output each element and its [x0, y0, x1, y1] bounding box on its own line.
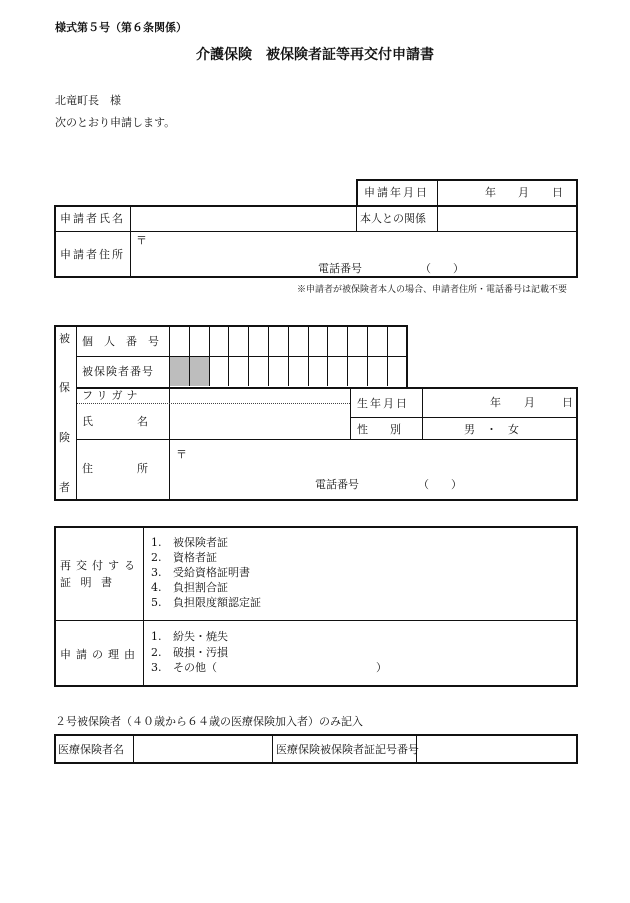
insured-name-field[interactable] — [171, 405, 348, 437]
personal-number-digit-cell[interactable] — [309, 327, 327, 355]
certificate-option[interactable]: 資格者証 — [173, 551, 217, 564]
insured-side-char-4: 者 — [59, 481, 70, 494]
reason-option[interactable]: その他（ — [173, 661, 217, 674]
birth-month[interactable]: 月 — [524, 396, 535, 409]
personal-number-digit-cell[interactable] — [388, 327, 406, 355]
application-date-day[interactable]: 日 — [552, 186, 563, 199]
birth-date-label: 生年月日 — [357, 397, 409, 410]
insured-number-digit-cell[interactable] — [388, 357, 406, 385]
applicant-name-field[interactable] — [132, 207, 354, 230]
sex-label: 性 別 — [357, 423, 401, 436]
application-date-year[interactable]: 年 — [485, 186, 496, 199]
personal-number-digit-cell[interactable] — [210, 327, 228, 355]
personal-number-label: 個 人 番 号 — [82, 335, 159, 348]
insured-phone-label: 電話番号 — [315, 478, 359, 491]
certificate-option[interactable]: 負担割合証 — [173, 581, 228, 594]
certificate-label-line2: 証 明 書 — [60, 576, 115, 589]
insured-number-digit-cell[interactable] — [249, 357, 267, 385]
applicant-phone-label: 電話番号 — [318, 262, 362, 275]
insurer-section-note: ２号被保険者（４０歳から６４歳の医療保険加入者）のみ記入 — [55, 715, 363, 728]
insured-phone-field[interactable]: （ ） — [418, 478, 462, 491]
insured-number-digit-cell[interactable] — [368, 357, 386, 385]
insured-number-digit-cell[interactable] — [348, 357, 366, 385]
applicant-name-label: 申請者氏名 — [60, 212, 125, 225]
insured-number-digit-cell[interactable] — [210, 357, 228, 385]
applicant-address-label: 申請者住所 — [60, 248, 125, 261]
insurer-name-label: 医療保険者名 — [58, 743, 124, 756]
reason-number: 2. — [151, 646, 162, 659]
application-date-label: 申請年月日 — [364, 186, 429, 199]
personal-number-digit-cell[interactable] — [289, 327, 307, 355]
personal-number-digit-cell[interactable] — [348, 327, 366, 355]
reason-number: 3. — [151, 661, 162, 674]
birth-year[interactable]: 年 — [490, 396, 501, 409]
reason-label: 申請の理由 — [60, 648, 140, 661]
relation-field[interactable] — [439, 207, 576, 230]
insured-name-label: 氏 名 — [82, 415, 148, 428]
personal-number-digit-cell[interactable] — [328, 327, 346, 355]
reason-number: 1. — [151, 630, 162, 643]
applicant-note: ※申請者が被保険者本人の場合、申請者住所・電話番号は記載不要 — [297, 285, 568, 295]
relation-label: 本人との関係 — [360, 212, 426, 225]
insurer-number-field[interactable] — [418, 736, 575, 762]
certificate-option[interactable]: 受給資格証明書 — [173, 566, 250, 579]
sex-options[interactable]: 男 ・ 女 — [464, 423, 519, 436]
page-title: 介護保険 被保険者証等再交付申請書 — [196, 47, 434, 63]
certificate-number: 4. — [151, 581, 162, 594]
intro-text: 次のとおり申請します。 — [55, 116, 176, 129]
insured-number-digit-cell — [190, 357, 208, 385]
personal-number-digit-cell[interactable] — [170, 327, 188, 355]
certificate-number: 3. — [151, 566, 162, 579]
insured-number-label: 被保険者番号 — [82, 365, 154, 378]
insured-number-digit-cell — [170, 357, 188, 385]
insured-number-digit-cell[interactable] — [309, 357, 327, 385]
reissue-box — [54, 526, 578, 687]
addressee: 北竜町長 様 — [55, 94, 121, 107]
furigana-field[interactable] — [171, 389, 348, 402]
insured-side-char-1: 被 — [59, 332, 70, 345]
form-number: 様式第５号（第６条関係） — [55, 21, 187, 34]
insured-number-digit-cell[interactable] — [289, 357, 307, 385]
insured-address-label: 住 所 — [82, 462, 148, 475]
personal-number-digit-cell[interactable] — [249, 327, 267, 355]
birth-day[interactable]: 日 — [562, 396, 573, 409]
certificate-number: 5. — [151, 596, 162, 609]
certificate-option[interactable]: 負担限度額認定証 — [173, 596, 261, 609]
insurer-number-label: 医療保険被保険者証記号番号 — [276, 743, 419, 756]
applicant-phone-field[interactable]: （ ） — [420, 262, 464, 275]
applicant-address-field[interactable] — [150, 233, 570, 259]
certificate-label-line1: 再交付する — [60, 559, 140, 572]
personal-number-digit-cell[interactable] — [190, 327, 208, 355]
certificate-number: 1. — [151, 536, 162, 549]
personal-number-digit-cell[interactable] — [269, 327, 287, 355]
insured-number-digit-cell[interactable] — [269, 357, 287, 385]
insured-number-digit-cell[interactable] — [328, 357, 346, 385]
insured-postal-mark: 〒 — [176, 448, 187, 461]
reason-option[interactable]: 紛失・焼失 — [173, 630, 228, 643]
personal-number-digit-cell[interactable] — [368, 327, 386, 355]
furigana-label: フリガナ — [82, 389, 142, 402]
insured-number-digit-cell[interactable] — [229, 357, 247, 385]
insured-side-char-3: 険 — [59, 431, 70, 444]
certificate-option[interactable]: 被保険者証 — [173, 536, 228, 549]
application-date-month[interactable]: 月 — [518, 186, 529, 199]
certificate-number: 2. — [151, 551, 162, 564]
reason-option[interactable]: 破損・汚損 — [173, 646, 228, 659]
insurer-name-field[interactable] — [135, 736, 270, 762]
personal-number-digit-cell[interactable] — [229, 327, 247, 355]
reason-other-close: ） — [376, 661, 387, 674]
insured-side-char-2: 保 — [59, 381, 70, 394]
postal-mark: 〒 — [136, 234, 147, 247]
insured-address-field[interactable] — [190, 443, 570, 471]
